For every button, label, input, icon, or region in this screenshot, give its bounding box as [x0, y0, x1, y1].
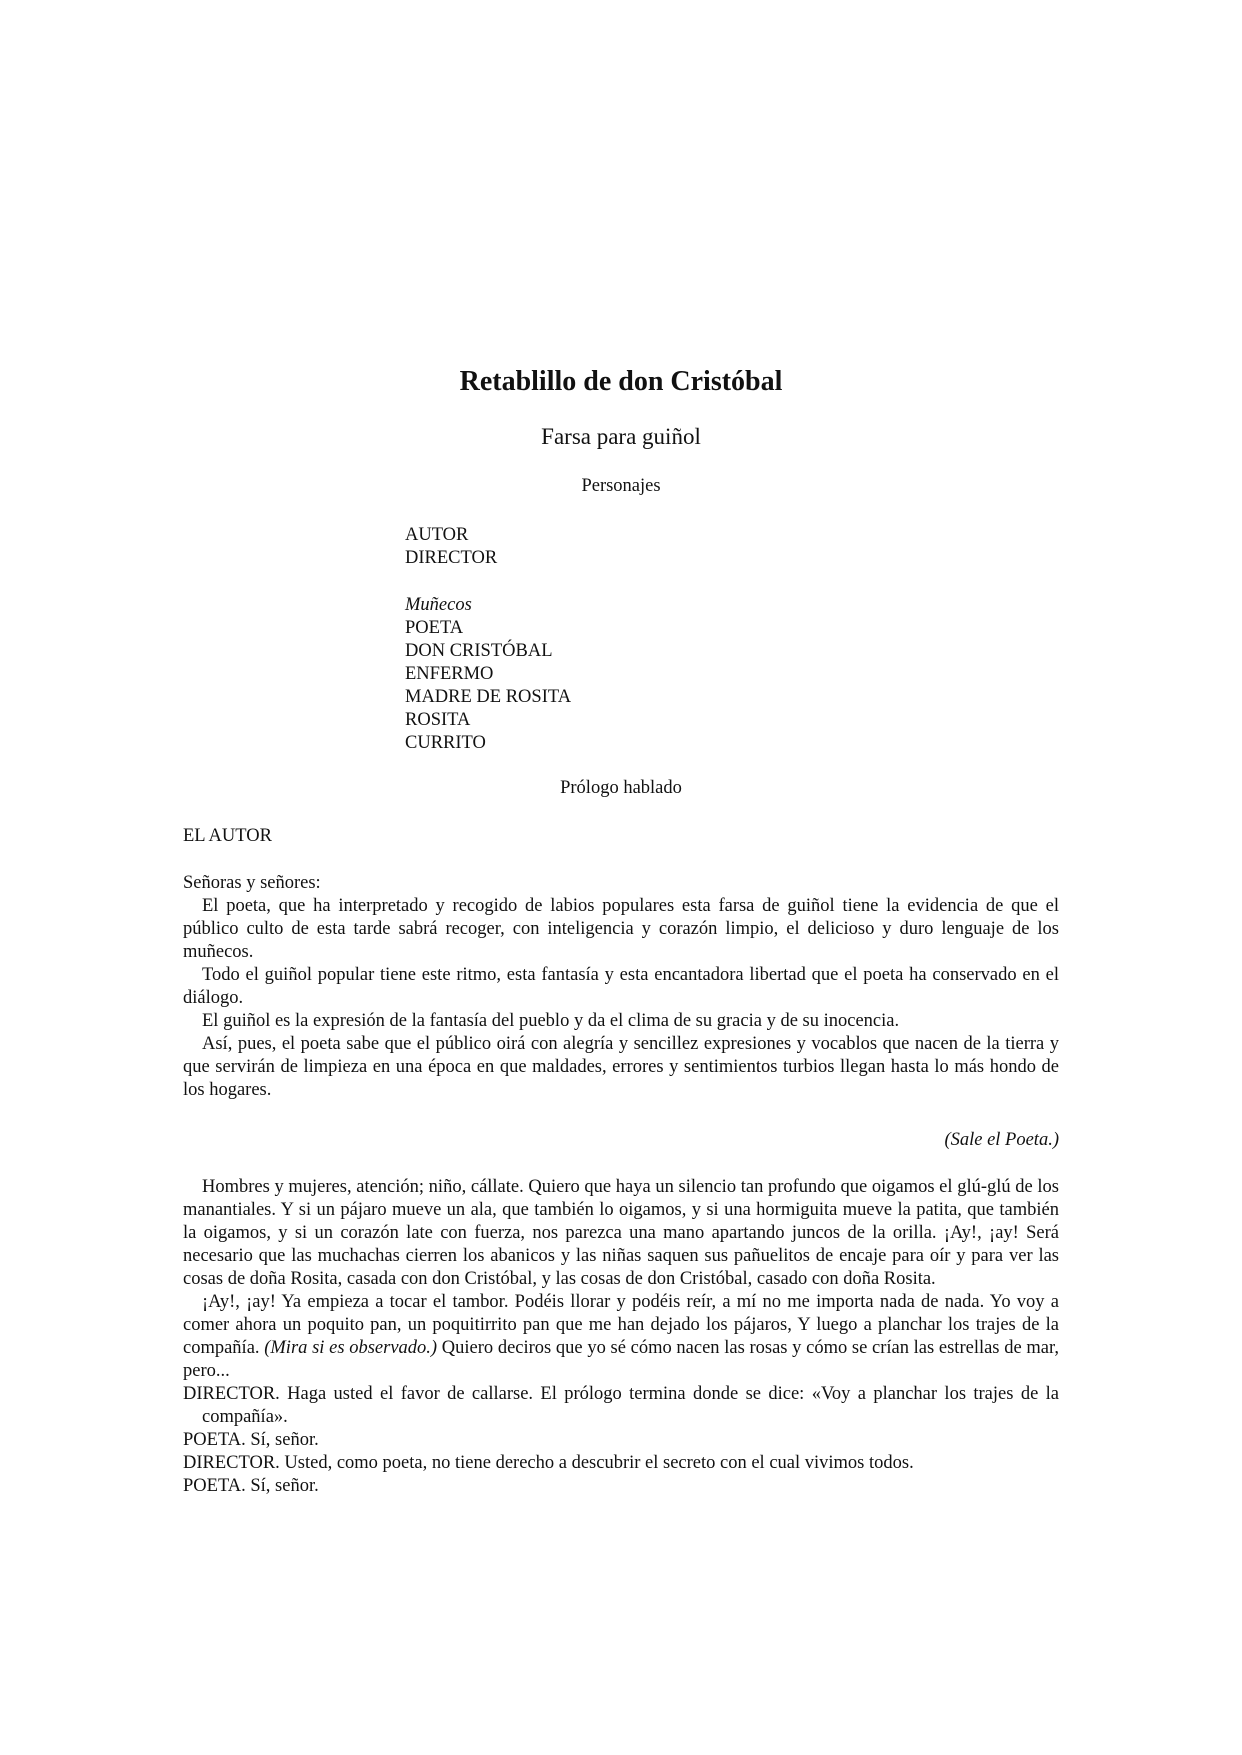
speech-paragraph: Hombres y mujeres, atención; niño, cállate. Quiero que haya un silencio tan profundo que oigamos el glú-glú de los manantiales. Y si un pájaro mueve un ala, que también lo oigamos, y si una hormiguita mueve la patita, que también la oigamos, y si un corazón late con fuerza, nos parezca una mano apartando juncos de la orilla. ¡Ay!, ¡ay! Será necesario que las muchachas cierren los abanicos y las niñas saquen sus pañuelitos de encaje para oír y para ver las cosas de doña Rosita, casada con don Cristóbal, y las cosas de don Cristóbal, casado con doña Rosita. — [183, 1177, 1059, 1289]
prologue-paragraph: Así, pues, el poeta sabe que el público oirá con alegría y sencillez expresiones y vocablos que nacen de la tierra y que servirán de limpieza en una época en que maldades, errores y sentimientos turbios llegan hasta lo más hondo de los hogares. — [183, 1034, 1059, 1100]
dialogue-line: DIRECTOR. Haga usted el favor de callarse. El prólogo termina donde se dice: «Voy a planchar los trajes de la compañía». — [183, 1384, 1059, 1427]
cast-member: ENFERMO — [405, 664, 494, 684]
cast-member: DIRECTOR — [405, 548, 498, 568]
dialogue-line: POETA. Sí, señor. — [183, 1476, 319, 1496]
speech-paragraph — [183, 1291, 1059, 1383]
cast-member: DON CRISTÓBAL — [405, 641, 553, 661]
document-subtitle: Farsa para guiñol — [541, 424, 701, 449]
speech-aside: (Mira si es observado.) — [264, 1338, 438, 1358]
cast-list — [405, 524, 571, 755]
speech-text: ¡Ay!, ¡ay! Ya empieza a tocar el tambor. Podéis llorar y podéis reír, a mí no me importa nada de nada. Yo voy a comer ahora un poquito pan, un poquitirrito pan que me han dejado los pájaros, Y luego a planchar los trajes de la compañía. — [183, 1292, 1059, 1358]
cast-member: CURRITO — [405, 733, 486, 753]
cast-member: POETA — [405, 618, 464, 638]
cast-group-label: Muñecos — [405, 595, 472, 615]
dialogue-line: POETA. Sí, señor. — [183, 1430, 319, 1450]
speaker-label: EL AUTOR — [183, 826, 272, 846]
dialogue-line: DIRECTOR. Usted, como poeta, no tiene derecho a descubrir el secreto con el cual vivimos todos. — [183, 1453, 914, 1473]
prologue-greeting: Señoras y señores: — [183, 873, 321, 893]
speech-text: Quiero deciros que yo sé cómo nacen las rosas y cómo se crían las estrellas de mar, pero... — [183, 1338, 1059, 1381]
prologue-paragraph: Todo el guiñol popular tiene este ritmo, esta fantasía y esta encantadora libertad que el poeta ha conservado en el diálogo. — [183, 965, 1059, 1008]
personajes-heading: Personajes — [581, 476, 661, 496]
prologue-heading: Prólogo hablado — [560, 778, 682, 798]
stage-direction: (Sale el Poeta.) — [944, 1130, 1059, 1150]
document-title: Retablillo de don Cristóbal — [459, 366, 783, 397]
cast-member: MADRE DE ROSITA — [405, 687, 572, 707]
prologue-paragraph: El guiñol es la expresión de la fantasía del pueblo y da el clima de su gracia y de su inocencia. — [202, 1011, 900, 1031]
prologue-text — [183, 872, 1059, 1102]
cast-member: ROSITA — [405, 710, 471, 730]
prologue-paragraph: El poeta, que ha interpretado y recogido de labios populares esta farsa de guiñol tiene la evidencia de que el público culto de esta tarde sabrá recoger, con inteligencia y corazón limpio, el delicioso y duro lenguaje de los muñecos. — [183, 896, 1059, 962]
cast-member: AUTOR — [405, 525, 469, 545]
poeta-speech — [183, 1176, 1059, 1498]
